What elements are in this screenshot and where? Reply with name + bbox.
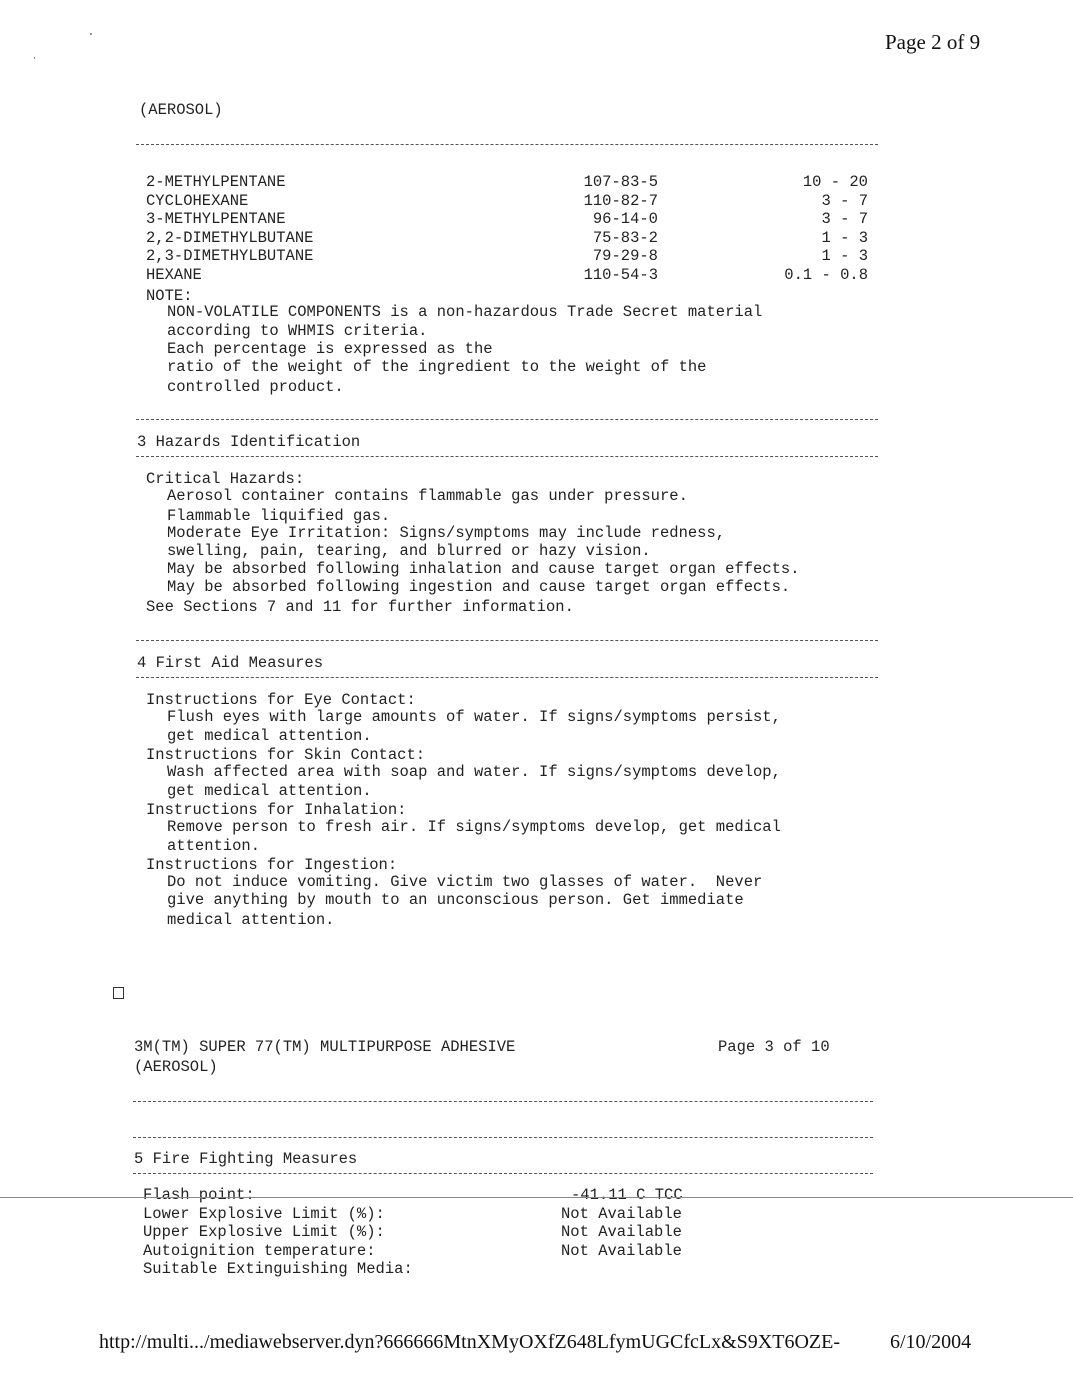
fire-label: Flash point: bbox=[143, 1186, 255, 1204]
fire-label: Upper Explosive Limit (%): bbox=[143, 1223, 385, 1241]
section-divider bbox=[133, 1101, 873, 1102]
hazard-line: Moderate Eye Irritation: Signs/symptoms may include redness, bbox=[167, 524, 726, 542]
first-aid-heading: Instructions for Ingestion: bbox=[146, 856, 398, 874]
table-row bbox=[143, 1205, 763, 1224]
section-divider bbox=[136, 677, 878, 678]
ingredient-cas: 110-82-7 bbox=[583, 191, 658, 210]
section-4-title: 4 First Aid Measures bbox=[137, 654, 324, 672]
fire-value: Not Available bbox=[561, 1204, 682, 1223]
ingredient-percent: 3 - 7 bbox=[821, 210, 868, 229]
table-row bbox=[143, 1260, 763, 1279]
table-row bbox=[143, 1223, 763, 1242]
ingredients-table bbox=[146, 173, 876, 285]
scan-speck bbox=[90, 33, 92, 35]
first-aid-line: get medical attention. bbox=[167, 782, 372, 800]
section-divider bbox=[136, 640, 878, 641]
note-line: controlled product. bbox=[167, 378, 344, 396]
first-aid-heading: Instructions for Inhalation: bbox=[146, 801, 407, 819]
section-divider bbox=[136, 419, 878, 420]
section-5-title: 5 Fire Fighting Measures bbox=[134, 1150, 358, 1168]
ingredient-cas: 96-14-0 bbox=[592, 210, 658, 229]
ingredient-cas: 110-54-3 bbox=[583, 265, 658, 284]
critical-hazards-heading: Critical Hazards: bbox=[146, 470, 305, 488]
hazard-line: May be absorbed following inhalation and cause target organ effects. bbox=[167, 560, 800, 578]
ingredient-name: 2,2-DIMETHYLBUTANE bbox=[146, 228, 314, 247]
first-aid-line: Wash affected area with soap and water. If signs/symptoms develop, bbox=[167, 763, 781, 781]
note-line: Each percentage is expressed as the bbox=[167, 340, 493, 358]
fire-fighting-table bbox=[143, 1186, 763, 1279]
ingredient-percent: 0.1 - 0.8 bbox=[784, 265, 868, 284]
fire-label: Lower Explosive Limit (%): bbox=[143, 1204, 385, 1223]
section-divider bbox=[133, 1173, 873, 1174]
first-aid-line: give anything by mouth to an unconscious person. Get immediate bbox=[167, 891, 744, 909]
ingredient-percent: 3 - 7 bbox=[821, 191, 868, 210]
first-aid-line: attention. bbox=[167, 837, 261, 855]
section-3-title: 3 Hazards Identification bbox=[137, 433, 361, 451]
first-aid-line: Do not induce vomiting. Give victim two glasses of water. Never bbox=[167, 873, 763, 891]
ingredient-percent: 1 - 3 bbox=[821, 247, 868, 266]
note-line: according to WHMIS criteria. bbox=[167, 322, 428, 340]
ingredient-percent: 10 - 20 bbox=[802, 173, 868, 191]
ingredient-name: 2-METHYLPENTANE bbox=[146, 173, 286, 191]
page3-product-title: 3M(TM) SUPER 77(TM) MULTIPURPOSE ADHESIVE bbox=[134, 1038, 516, 1056]
table-row bbox=[146, 247, 876, 266]
section-divider bbox=[133, 1137, 873, 1138]
ingredient-name: HEXANE bbox=[146, 265, 202, 284]
fire-value: Not Available bbox=[561, 1223, 682, 1241]
ingredient-cas: 75-83-2 bbox=[592, 228, 658, 247]
table-row bbox=[146, 266, 876, 285]
first-aid-line: Remove person to fresh air. If signs/symptoms develop, get medical bbox=[167, 818, 781, 836]
first-aid-line: Flush eyes with large amounts of water. If signs/symptoms persist, bbox=[167, 708, 781, 726]
note-label: NOTE: bbox=[146, 287, 193, 305]
section-divider bbox=[136, 456, 878, 457]
ingredient-name: 2,3-DIMETHYLBUTANE bbox=[146, 247, 314, 266]
table-row bbox=[146, 210, 876, 229]
table-row bbox=[143, 1242, 763, 1261]
table-row bbox=[143, 1186, 763, 1205]
hazard-line: Flammable liquified gas. bbox=[167, 507, 391, 525]
first-aid-line: medical attention. bbox=[167, 911, 335, 929]
footer-date: 6/10/2004 bbox=[890, 1331, 972, 1353]
page3-page-number: Page 3 of 10 bbox=[718, 1038, 830, 1056]
first-aid-heading: Instructions for Skin Contact: bbox=[146, 746, 426, 764]
note-line: NON-VOLATILE COMPONENTS is a non-hazardous Trade Secret material bbox=[167, 303, 763, 321]
empty-checkbox-glyph bbox=[113, 987, 124, 999]
product-subtitle: (AEROSOL) bbox=[139, 101, 223, 119]
fire-value: Not Available bbox=[561, 1241, 682, 1260]
table-row bbox=[146, 192, 876, 211]
first-aid-heading: Instructions for Eye Contact: bbox=[146, 691, 416, 709]
table-row bbox=[146, 173, 876, 192]
scan-speck bbox=[34, 57, 35, 59]
ingredient-name: CYCLOHEXANE bbox=[146, 191, 249, 210]
first-aid-line: get medical attention. bbox=[167, 727, 372, 745]
hazard-line: swelling, pain, tearing, and blurred or hazy vision. bbox=[167, 542, 651, 560]
fax-page-number: Page 2 of 9 bbox=[885, 30, 981, 54]
page3-subtitle: (AEROSOL) bbox=[134, 1058, 218, 1076]
fire-label: Suitable Extinguishing Media: bbox=[143, 1260, 413, 1278]
hazard-line: May be absorbed following ingestion and cause target organ effects. bbox=[167, 578, 791, 596]
scan-line-artifact bbox=[0, 1197, 1073, 1198]
fire-label: Autoignition temperature: bbox=[143, 1241, 376, 1260]
section-divider bbox=[136, 144, 878, 145]
hazard-footer: See Sections 7 and 11 for further information. bbox=[146, 598, 574, 616]
table-row bbox=[146, 229, 876, 248]
note-line: ratio of the weight of the ingredient to the weight of the bbox=[167, 358, 707, 376]
footer-url: http://multi.../mediawebserver.dyn?666666MtnXMyOXfZ648LfymUGCfcLx&S9XT6OZE- bbox=[99, 1331, 841, 1353]
ingredient-percent: 1 - 3 bbox=[821, 228, 868, 247]
ingredient-cas: 79-29-8 bbox=[592, 247, 658, 266]
ingredient-name: 3-METHYLPENTANE bbox=[146, 210, 286, 229]
hazard-line: Aerosol container contains flammable gas under pressure. bbox=[167, 487, 688, 505]
fire-value: -41.11 C TCC bbox=[571, 1186, 683, 1204]
ingredient-cas: 107-83-5 bbox=[583, 173, 658, 191]
